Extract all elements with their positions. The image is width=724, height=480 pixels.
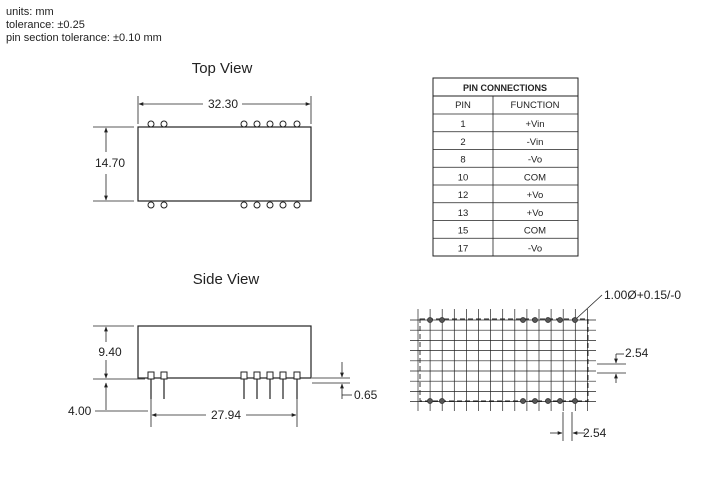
top-pin-lower bbox=[241, 202, 247, 208]
table-header-pin: PIN bbox=[455, 100, 471, 111]
top-width-dim: 32.30 bbox=[207, 97, 239, 111]
tolerance-note: tolerance: ±0.25 bbox=[6, 19, 85, 31]
top-pins-lower bbox=[148, 202, 300, 208]
side-pin-shoulder bbox=[241, 372, 247, 379]
pcb-outline bbox=[420, 319, 588, 401]
table-cell-function: COM bbox=[523, 225, 547, 237]
top-pin-upper bbox=[254, 121, 260, 127]
standoff-dim: 0.65 bbox=[354, 388, 378, 402]
pcb-hole-bottom bbox=[520, 398, 525, 403]
module-body-side bbox=[138, 326, 311, 378]
pcb-hole-bottom bbox=[545, 398, 550, 403]
top-height-dim: 14.70 bbox=[94, 156, 126, 170]
table-cell-pin: 1 bbox=[460, 119, 466, 130]
top-pin-upper bbox=[148, 121, 154, 127]
top-view bbox=[93, 60, 311, 208]
top-pin-upper bbox=[161, 121, 167, 127]
pitch-h-dim: 2.54 bbox=[583, 426, 607, 440]
table-cell-pin: 10 bbox=[457, 172, 469, 184]
pcb-hole-bottom bbox=[532, 398, 537, 403]
pin-connections-table bbox=[433, 78, 578, 256]
table-cell-pin: 13 bbox=[457, 207, 469, 219]
table-cell-function: -Vin bbox=[526, 136, 544, 148]
table-cell-pin: 12 bbox=[457, 190, 469, 201]
pitch-v-dim: 2.54 bbox=[625, 346, 649, 360]
side-pin-shoulder bbox=[254, 372, 260, 379]
side-view bbox=[68, 271, 378, 427]
side-height-dim: 9.40 bbox=[98, 345, 122, 359]
table-cell-function: -Vo bbox=[527, 154, 543, 166]
table-cell-pin: 2 bbox=[460, 136, 466, 148]
top-pin-lower bbox=[148, 202, 154, 208]
top-pin-lower bbox=[294, 202, 300, 208]
top-pin-upper bbox=[294, 121, 300, 127]
table-header-function: FUNCTION bbox=[510, 100, 560, 111]
top-pin-lower bbox=[280, 202, 286, 208]
side-pins bbox=[148, 372, 300, 399]
table-rows bbox=[433, 114, 578, 254]
pcb-hole-bottom bbox=[572, 398, 577, 403]
lead-length-dim: 4.00 bbox=[68, 404, 92, 418]
side-pin-shoulder bbox=[148, 372, 154, 379]
table-cell-function: +Vo bbox=[526, 190, 544, 201]
top-pin-upper bbox=[267, 121, 273, 127]
table-cell-function: COM bbox=[523, 172, 547, 184]
pcb-hole-bottom bbox=[557, 398, 562, 403]
pin-span-dim: 27.94 bbox=[210, 408, 242, 422]
pcb-grid bbox=[410, 309, 596, 411]
pcb-layout bbox=[410, 288, 681, 441]
pcb-hole-top bbox=[439, 317, 444, 322]
table-cell-pin: 8 bbox=[460, 154, 466, 166]
top-pin-lower bbox=[161, 202, 167, 208]
table-cell-pin: 15 bbox=[457, 225, 469, 237]
side-pin-shoulder bbox=[294, 372, 300, 379]
pcb-hole-bottom bbox=[427, 398, 432, 403]
pin-tolerance-note: pin section tolerance: ±0.10 mm bbox=[6, 32, 162, 44]
pcb-hole-top bbox=[545, 317, 550, 322]
pcb-hole-top bbox=[427, 317, 432, 322]
pcb-hole-top bbox=[532, 317, 537, 322]
pcb-hole-bottom bbox=[439, 398, 444, 403]
table-cell-pin: 17 bbox=[457, 243, 469, 255]
pcb-hole-top bbox=[520, 317, 525, 322]
top-pin-upper bbox=[241, 121, 247, 127]
units-note: units: mm bbox=[6, 6, 54, 18]
side-pin-shoulder bbox=[280, 372, 286, 379]
pcb-hole-top bbox=[572, 317, 577, 322]
side-pin-shoulder bbox=[267, 372, 273, 379]
side-pin-shoulder bbox=[161, 372, 167, 379]
table-cell-function: +Vo bbox=[526, 207, 544, 219]
top-view-title: Top View bbox=[191, 60, 253, 77]
top-pin-lower bbox=[267, 202, 273, 208]
top-pins-upper bbox=[148, 121, 300, 127]
top-pin-lower bbox=[254, 202, 260, 208]
table-cell-function: -Vo bbox=[527, 243, 543, 255]
pcb-hole-top bbox=[557, 317, 562, 322]
module-body-top bbox=[138, 127, 311, 201]
hole-dim: 1.00Ø+0.15/-0 bbox=[604, 288, 682, 302]
top-pin-upper bbox=[280, 121, 286, 127]
table-title: PIN CONNECTIONS bbox=[462, 83, 548, 93]
side-view-title: Side View bbox=[192, 271, 260, 288]
table-cell-function: +Vin bbox=[525, 119, 545, 130]
